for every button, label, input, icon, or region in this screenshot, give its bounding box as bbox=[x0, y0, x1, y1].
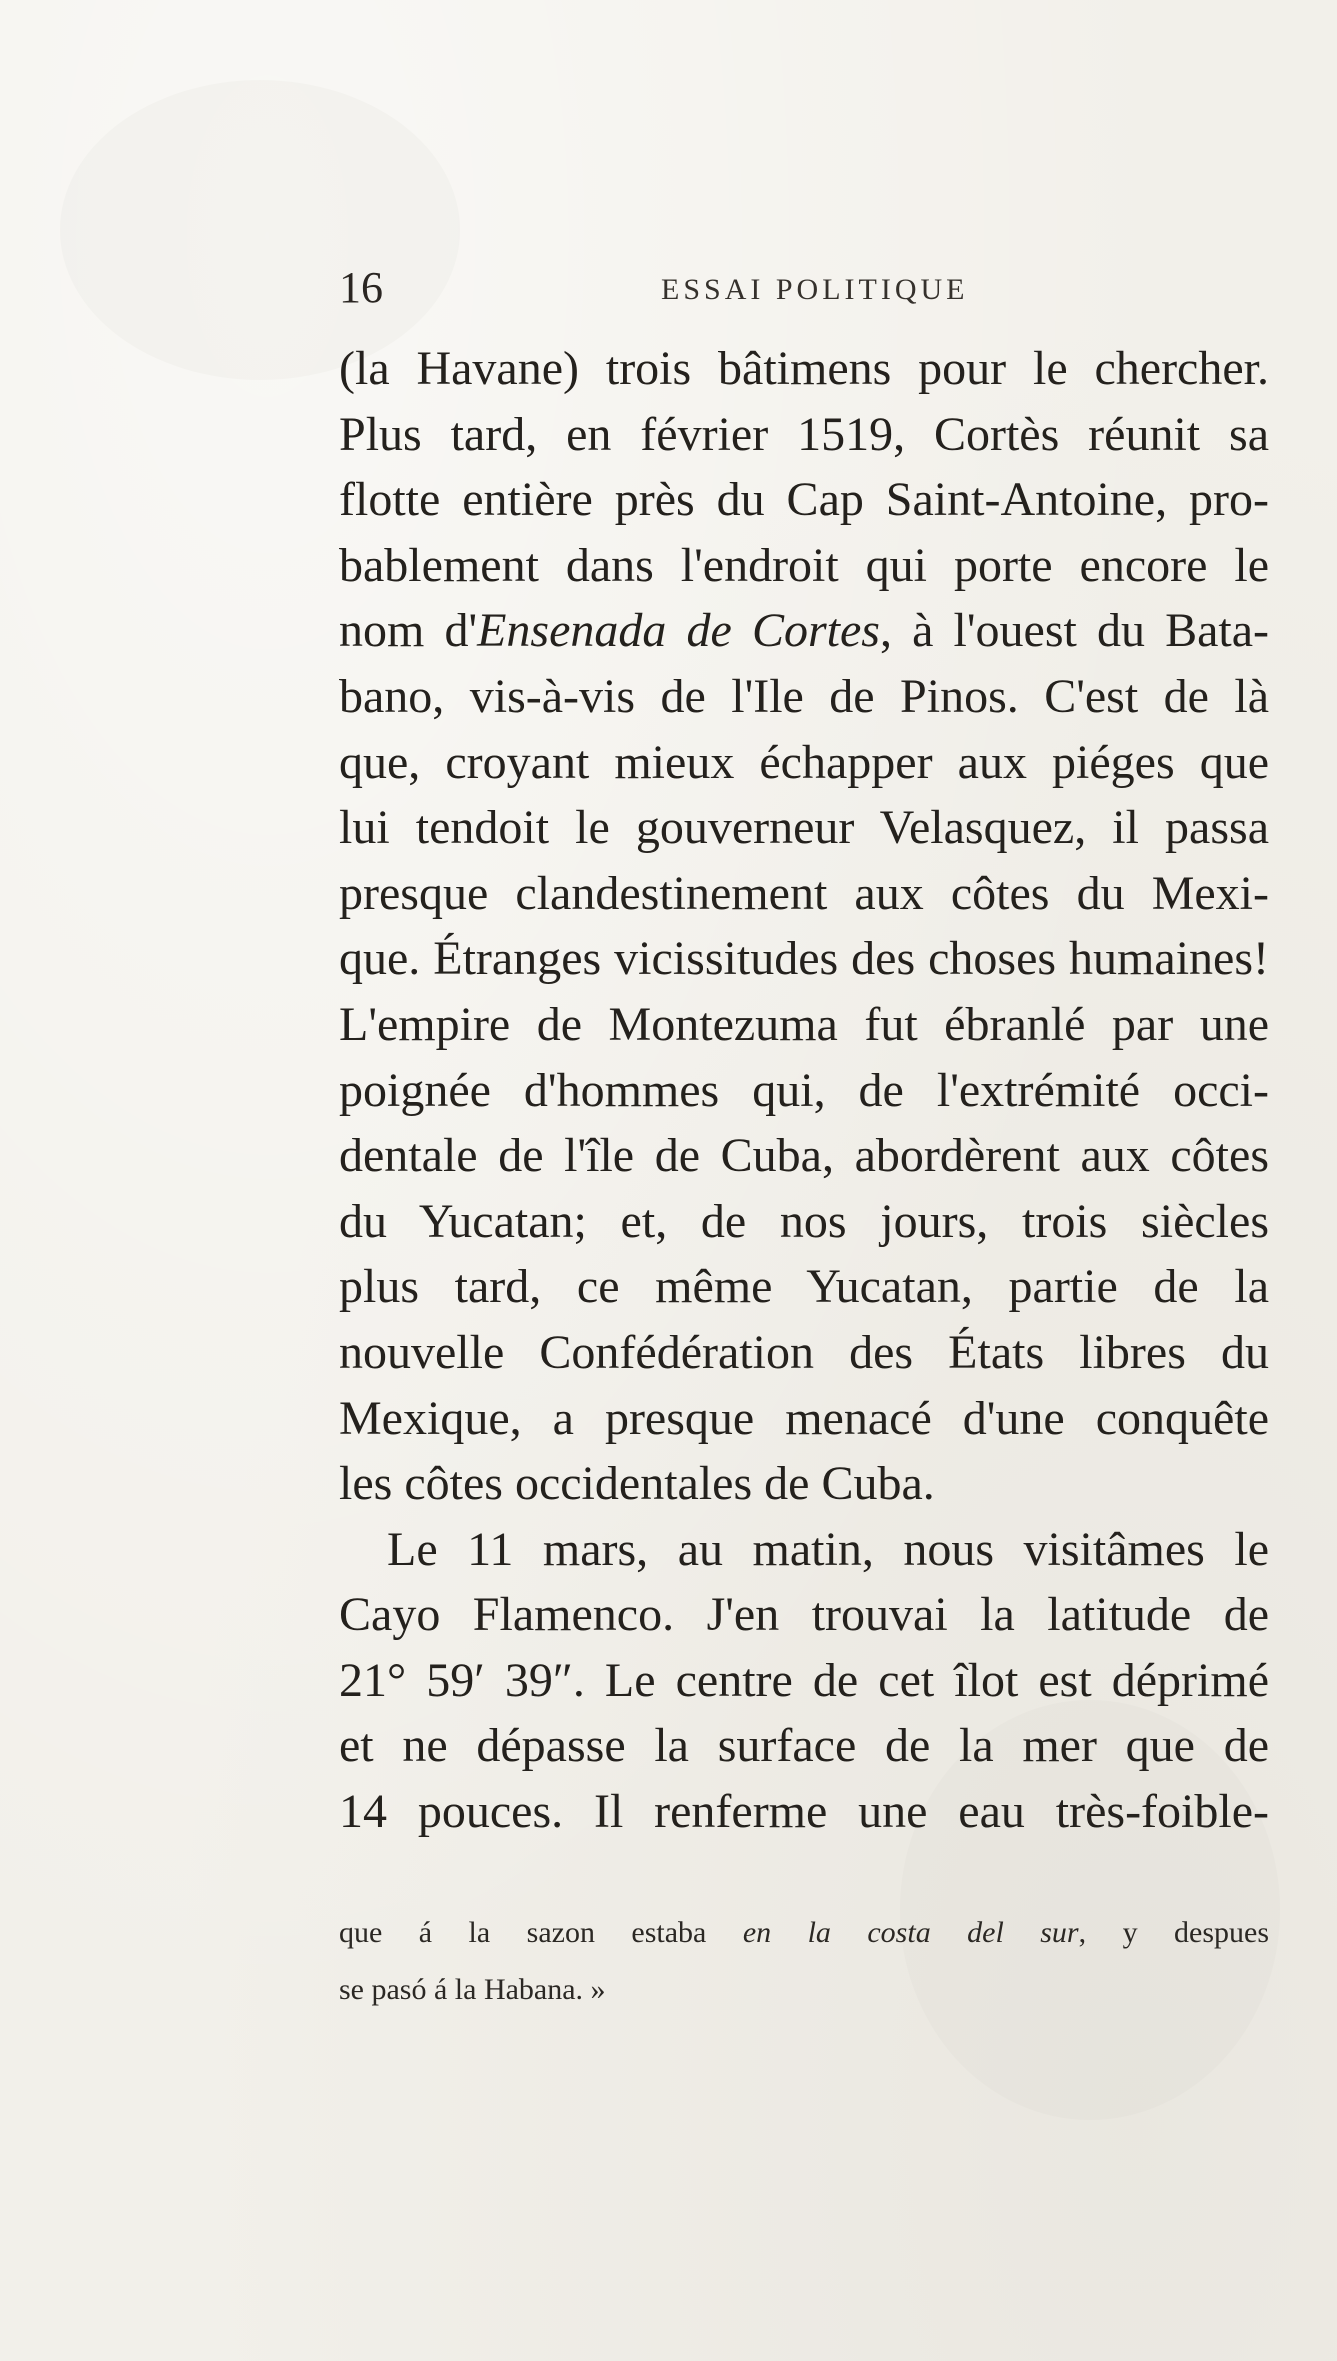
text-line: Cayo Flamenco. J'en trouvai la latitude de bbox=[339, 1588, 1269, 1642]
text-line: poignée d'hommes qui, de l'extrémité occi- bbox=[339, 1063, 1269, 1117]
footnote-segment: que á la sazon estaba bbox=[339, 1916, 743, 1949]
text-line: Mexique, a presque menacé d'une conquête bbox=[339, 1391, 1269, 1445]
text-segment: nom d' bbox=[339, 604, 478, 658]
text-line: lui tendoit le gouverneur Velasquez, il passa bbox=[339, 801, 1269, 855]
text-line: 21° 59′ 39″. Le centre de cet îlot est déprimé bbox=[339, 1653, 1269, 1707]
text-line bbox=[339, 598, 1269, 664]
text-line: L'empire de Montezuma fut ébranlé par une bbox=[339, 997, 1269, 1051]
text-line: (la Havane) trois bâtimens pour le chercher. bbox=[339, 342, 1269, 395]
page-header bbox=[339, 258, 1269, 318]
text-segment: , à l'ouest du Bata- bbox=[879, 604, 1270, 658]
text-line: plus tard, ce même Yucatan, partie de la bbox=[339, 1260, 1269, 1314]
page-number: 16 bbox=[339, 263, 383, 312]
paper-stain bbox=[60, 80, 460, 380]
text-line: que, croyant mieux échapper aux piéges que bbox=[339, 735, 1269, 789]
text-line: Plus tard, en février 1519, Cortès réunit sa bbox=[339, 407, 1269, 461]
footnote bbox=[339, 1904, 1269, 2018]
footnote-line: se pasó á la Habana. » bbox=[339, 1973, 606, 2006]
paragraph-start-line: Le 11 mars, au matin, nous visitâmes le bbox=[387, 1522, 1269, 1576]
text-line: nouvelle Confédération des États libres du bbox=[339, 1325, 1269, 1379]
running-head: ESSAI POLITIQUE bbox=[661, 273, 969, 306]
footnote-segment: , y despues bbox=[1078, 1916, 1269, 1949]
text-line: et ne dépasse la surface de la mer que de bbox=[339, 1719, 1269, 1773]
text-line: bano, vis-à-vis de l'Ile de Pinos. C'est de là bbox=[339, 669, 1269, 723]
text-line: dentale de l'île de Cuba, abordèrent aux côtes bbox=[339, 1129, 1269, 1183]
footnote-italic: en la costa del sur bbox=[742, 1916, 1079, 1949]
italic-place-name: Ensenada de Cortes bbox=[477, 604, 880, 658]
footnote-line bbox=[339, 1904, 1269, 1961]
text-line: du Yucatan; et, de nos jours, trois siècles bbox=[339, 1194, 1269, 1248]
main-text bbox=[339, 336, 1269, 1845]
text-line: bablement dans l'endroit qui porte encore le bbox=[339, 538, 1269, 592]
text-line: presque clandestinement aux côtes du Mexi- bbox=[339, 866, 1269, 920]
text-line: flotte entière près du Cap Saint-Antoine, pro- bbox=[339, 473, 1269, 527]
text-line: que. Étranges vicissitudes des choses humaines! bbox=[339, 932, 1269, 986]
paragraph-end-line: les côtes occidentales de Cuba. bbox=[339, 1457, 935, 1511]
text-line: 14 pouces. Il renferme une eau très-foible- bbox=[339, 1785, 1269, 1839]
